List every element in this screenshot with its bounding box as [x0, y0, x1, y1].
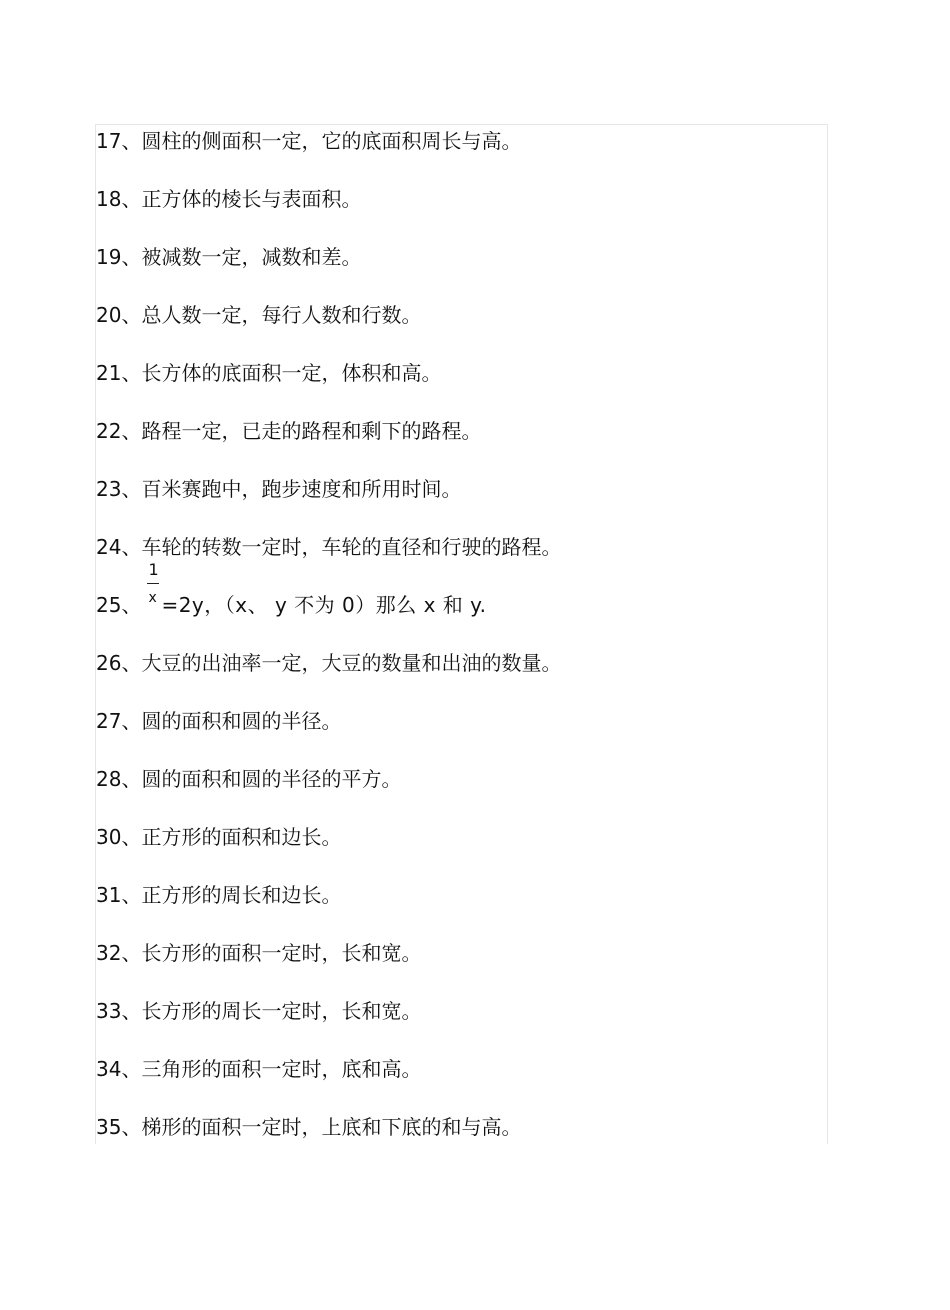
question-text: 三角形的面积一定时，底和高。 [141, 1057, 422, 1081]
question-35 [96, 1112, 816, 1170]
question-number: 20、 [96, 303, 142, 327]
question-text: 百米赛跑中，跑步速度和所用时间。 [141, 477, 462, 501]
question-19 [96, 242, 816, 300]
question-number: 17、 [96, 129, 142, 153]
question-33 [96, 996, 816, 1054]
question-17 [96, 126, 816, 184]
question-number: 27、 [96, 709, 142, 733]
question-25 [96, 560, 816, 648]
question-text: 路程一定，已走的路程和剩下的路程。 [141, 419, 482, 443]
question-21 [96, 358, 816, 416]
question-number: 25、 [96, 593, 142, 617]
question-26 [96, 648, 816, 706]
question-number: 22、 [96, 419, 142, 443]
question-text: 车轮的转数一定时，车轮的直径和行驶的路程。 [141, 535, 562, 559]
question-number: 23、 [96, 477, 142, 501]
question-number: 31、 [96, 883, 142, 907]
fraction-numerator: 1 [148, 560, 159, 579]
question-31 [96, 880, 816, 938]
question-24 [96, 532, 816, 590]
fraction [147, 560, 161, 620]
question-20 [96, 300, 816, 358]
question-text: 长方形的周长一定时，长和宽。 [141, 999, 422, 1023]
question-number: 32、 [96, 941, 142, 965]
question-text: =2y，（x、 y 不为 0）那么 x 和 y. [161, 593, 487, 617]
question-number: 21、 [96, 361, 142, 385]
question-32 [96, 938, 816, 996]
question-34 [96, 1054, 816, 1112]
fraction-denominator: x [148, 590, 157, 606]
question-text: 圆的面积和圆的半径。 [141, 709, 342, 733]
question-number: 34、 [96, 1057, 142, 1081]
question-list [96, 126, 816, 1170]
question-number: 33、 [96, 999, 142, 1023]
question-text: 长方体的底面积一定，体积和高。 [141, 361, 442, 385]
question-number: 18、 [96, 187, 142, 211]
question-text: 被减数一定，减数和差。 [141, 245, 362, 269]
question-number: 19、 [96, 245, 142, 269]
fraction-bar [147, 583, 159, 584]
question-23 [96, 474, 816, 532]
question-number: 35、 [96, 1115, 142, 1139]
question-text: 正方形的面积和边长。 [141, 825, 342, 849]
question-text: 长方形的面积一定时，长和宽。 [141, 941, 422, 965]
question-number: 28、 [96, 767, 142, 791]
question-27 [96, 706, 816, 764]
question-text: 正方体的棱长与表面积。 [141, 187, 362, 211]
question-number: 24、 [96, 535, 142, 559]
question-22 [96, 416, 816, 474]
question-text: 圆柱的侧面积一定，它的底面积周长与高。 [141, 129, 522, 153]
question-number: 30、 [96, 825, 142, 849]
question-number: 26、 [96, 651, 142, 675]
question-text: 总人数一定，每行人数和行数。 [141, 303, 422, 327]
question-text: 正方形的周长和边长。 [141, 883, 342, 907]
question-text: 大豆的出油率一定，大豆的数量和出油的数量。 [141, 651, 562, 675]
question-18 [96, 184, 816, 242]
question-text: 梯形的面积一定时，上底和下底的和与高。 [141, 1115, 522, 1139]
question-30 [96, 822, 816, 880]
question-text: 圆的面积和圆的半径的平方。 [141, 767, 402, 791]
question-28 [96, 764, 816, 822]
